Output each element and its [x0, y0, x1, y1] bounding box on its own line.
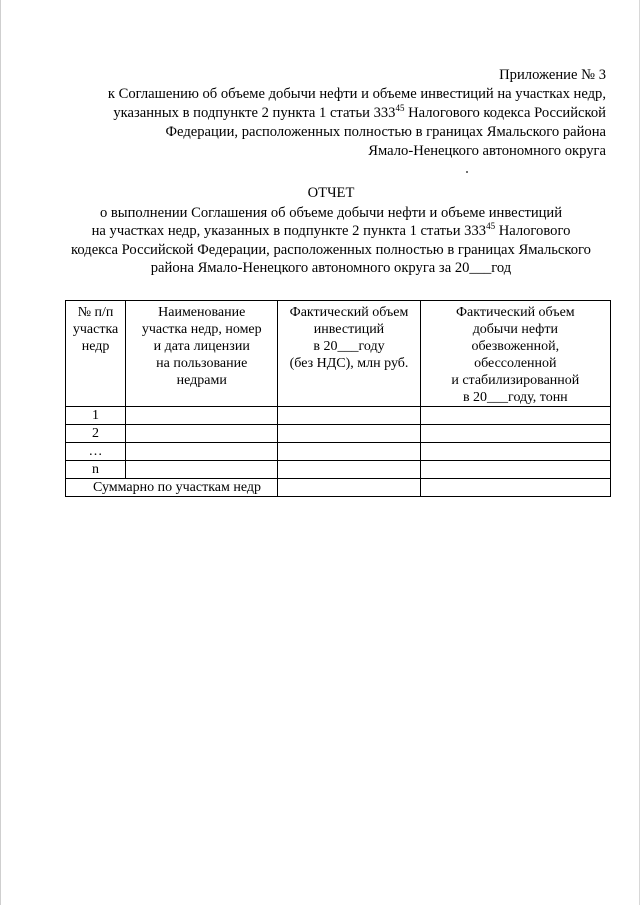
empty-cell[interactable] — [126, 425, 278, 443]
row-number-cell: 1 — [66, 407, 126, 425]
empty-cell[interactable] — [420, 425, 610, 443]
empty-cell[interactable] — [278, 443, 420, 461]
appendix-number: Приложение № 3 — [499, 67, 606, 83]
report-title: ОТЧЕТ — [307, 185, 355, 201]
empty-cell[interactable] — [278, 407, 420, 425]
report-subtitle-line: о выполнении Соглашения об объеме добычи нефти и объеме инвестиций — [99, 204, 563, 221]
table-row — [66, 407, 611, 425]
empty-cell[interactable] — [278, 461, 420, 479]
superscript: 45 — [486, 221, 496, 231]
table-row — [66, 461, 611, 479]
empty-cell[interactable] — [420, 479, 610, 497]
report-subtitle-line: кодекса Российской Федерации, расположенных полностью в границах Ямальского — [71, 241, 591, 258]
appendix-line: Ямало-Ненецкого автономного округа — [368, 143, 606, 159]
table-row — [66, 443, 611, 461]
appendix-block — [46, 66, 606, 161]
table-header-row — [66, 301, 611, 407]
empty-cell[interactable] — [420, 443, 610, 461]
appendix-line: к Соглашению об объеме добычи нефти и объеме инвестиций на участках недр, — [107, 86, 606, 102]
empty-cell[interactable] — [420, 407, 610, 425]
scan-speck — [466, 171, 468, 173]
report-subtitle-line: на участках недр, указанных в подпункте 2 пункта 1 статьи $333^{45}$ Налогового — [91, 221, 571, 239]
empty-cell[interactable] — [126, 443, 278, 461]
empty-cell[interactable] — [126, 407, 278, 425]
appendix-line: указанных в подпункте 2 пункта 1 статьи $333^{45}$ Налогового кодекса Российской — [113, 103, 606, 121]
summary-label: Суммарно по участкам недр — [66, 479, 278, 497]
header-cell-oil-production: Фактический объем добычи нефти обезвоженной, обессоленной и стабилизированной в 20___году, тонн — [420, 301, 610, 407]
empty-cell[interactable] — [278, 425, 420, 443]
report-subtitle-line: района Ямало-Ненецкого автономного округа за 20___год — [150, 260, 512, 276]
empty-cell[interactable] — [126, 461, 278, 479]
header-cell-number: № п/п участка недр — [66, 301, 126, 407]
table-row — [66, 425, 611, 443]
row-number-cell: n — [66, 461, 126, 479]
report-table — [65, 300, 611, 497]
report-heading — [51, 184, 611, 278]
superscript: 45 — [395, 103, 405, 113]
row-number-cell: 2 — [66, 425, 126, 443]
empty-cell[interactable] — [420, 461, 610, 479]
header-cell-investments: Фактический объем инвестиций в 20___году (без НДС), млн руб. — [278, 301, 420, 407]
appendix-line: Федерации, расположенных полностью в границах Ямальского района — [165, 124, 606, 140]
summary-row — [66, 479, 611, 497]
empty-cell[interactable] — [278, 479, 420, 497]
row-number-cell: … — [66, 443, 126, 461]
header-cell-name: Наименование участка недр, номер и дата лицензии на пользование недрами — [126, 301, 278, 407]
